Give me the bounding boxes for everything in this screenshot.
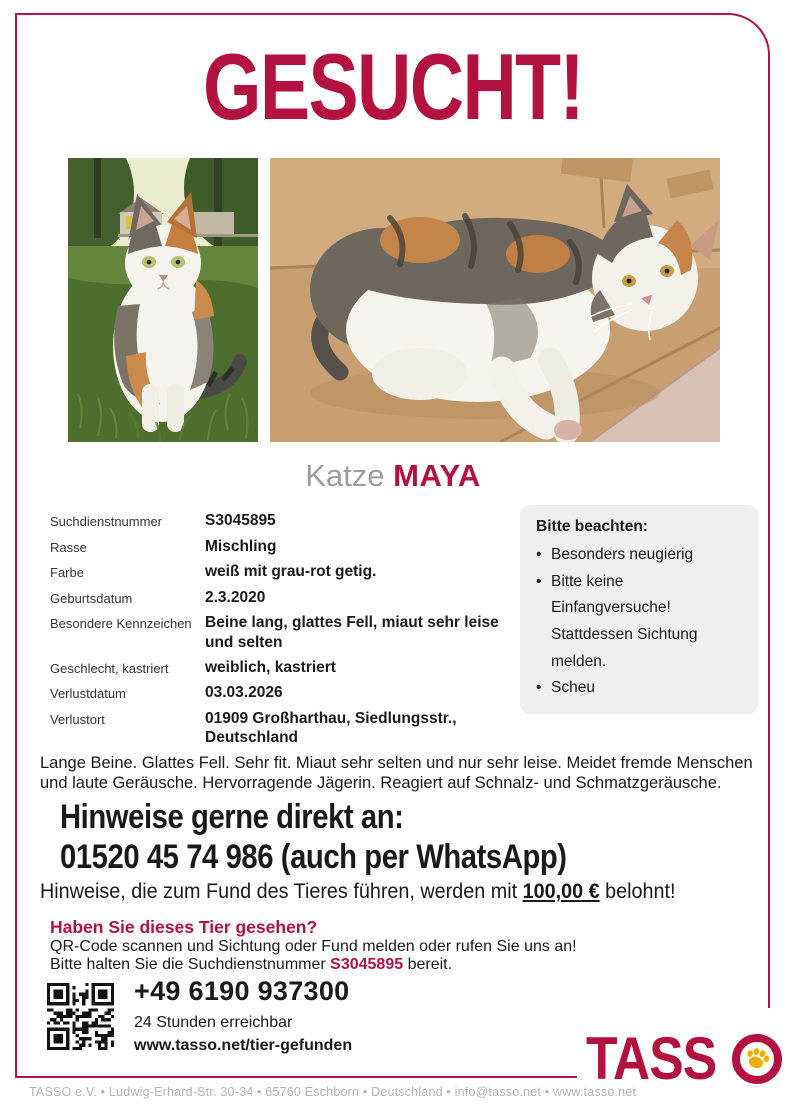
notice-title: Bitte beachten: <box>536 518 648 535</box>
reward-line <box>40 879 676 904</box>
pet-name: MAYA <box>393 458 481 493</box>
sighting-heading: Haben Sie dieses Tier gesehen? <box>50 917 318 937</box>
hotline-availability: 24 Stunden erreichbar <box>134 1014 293 1031</box>
paw-icon <box>743 1045 771 1073</box>
detail-row <box>50 613 520 652</box>
pet-photo-sitting <box>68 158 258 442</box>
hotline-phone: +49 6190 937300 <box>134 976 350 1006</box>
detail-value: S3045895 <box>205 512 276 529</box>
detail-label: Suchdienstnummer <box>50 514 162 529</box>
pet-photo-lying <box>270 158 720 442</box>
footer-contact-line: TASSO e.V. • Ludwig-Erhard-Str. 30-34 • 65760 Eschborn • Deutschland • info@tasso.net • www.tasso.net <box>29 1085 637 1099</box>
detail-row <box>50 658 520 678</box>
qr-code-icon <box>47 981 114 1052</box>
tasso-logo-o-ring <box>732 1034 782 1084</box>
pet-details-table <box>50 511 520 753</box>
detail-label: Farbe <box>50 565 84 580</box>
reward-amount: 100,00 € <box>522 879 600 903</box>
detail-row <box>50 537 520 557</box>
detail-label: Besondere Kennzeichen <box>50 616 192 631</box>
cat-sitting-illustration <box>68 158 258 442</box>
detail-value: 03.03.2026 <box>205 684 283 701</box>
detail-value: Beine lang, glattes Fell, miaut sehr leise und selten <box>205 614 499 651</box>
notice-item: • Besonders neugierig <box>536 542 744 569</box>
detail-label: Verlustort <box>50 711 105 727</box>
detail-row <box>50 511 520 531</box>
detail-value: weiblich, kastriert <box>205 658 336 676</box>
tasso-logo-text: TASS <box>586 1025 717 1092</box>
detail-value: 2.3.2020 <box>205 588 266 606</box>
reward-prefix: Hinweise, die zum Fund des Tieres führen, werden mit <box>40 879 523 903</box>
cat-lying-illustration <box>270 158 720 442</box>
hotline-url: www.tasso.net/tier-gefunden <box>134 1037 353 1054</box>
pet-description: Lange Beine. Glattes Fell. Sehr fit. Miaut sehr selten und nur sehr leise. Meidet fremde Menschen und laute Geräusche. Hervorragende Jägerin. Reagiert auf Schnalz- und Schmatzgeräusche. <box>40 754 753 793</box>
sighting-instruction: QR-Code scannen und Sichtung oder Fund melden oder rufen Sie uns an! <box>50 938 577 955</box>
sighting-search-number: S3045895 <box>330 956 404 973</box>
detail-label: Geburtsdatum <box>50 590 133 606</box>
reward-suffix: belohnt! <box>599 879 676 903</box>
pet-type: Katze <box>305 458 385 493</box>
detail-value: weiß mit grau-rot getig. <box>205 563 377 580</box>
notice-item: • Bitte keine Einfangversuche! Stattdessen Sichtung melden. <box>536 569 744 676</box>
pet-name-line <box>0 458 786 494</box>
notice-box <box>520 505 758 714</box>
detail-value: 01909 Großharthau, Siedlungsstr., Deutschland <box>205 709 457 746</box>
detail-label: Geschlecht, kastriert <box>50 660 169 676</box>
sighting-number-prefix: Bitte halten Sie die Suchdienstnummer <box>50 956 331 973</box>
detail-label: Rasse <box>50 539 87 555</box>
notice-item: • Scheu <box>536 675 744 702</box>
sighting-number-line <box>50 956 452 974</box>
poster-title: GESUCHT! <box>203 34 583 139</box>
detail-row <box>50 683 520 703</box>
pet-photos <box>68 158 720 442</box>
contact-heading: Hinweise gerne direkt an: <box>60 798 404 836</box>
qr-code <box>47 981 114 1052</box>
detail-row <box>50 709 520 748</box>
sighting-number-suffix: bereit. <box>403 956 453 973</box>
detail-row <box>50 562 520 582</box>
contact-phone: 01520 45 74 986 (auch per WhatsApp) <box>60 838 567 876</box>
detail-label: Verlustdatum <box>50 686 126 701</box>
tasso-logo <box>577 1008 779 1092</box>
detail-value: Mischling <box>205 537 277 555</box>
detail-row <box>50 588 520 608</box>
